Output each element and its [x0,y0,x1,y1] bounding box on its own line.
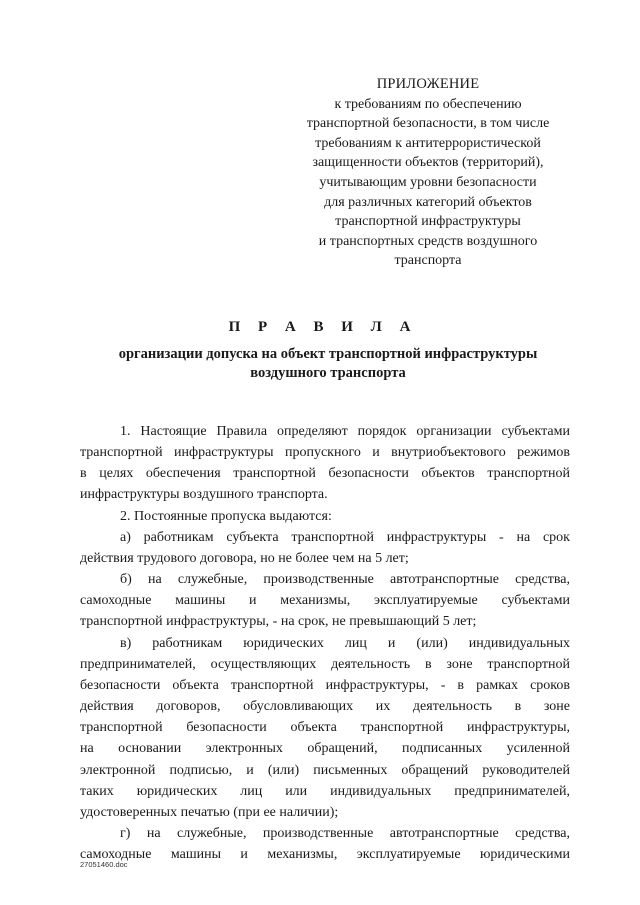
body-line: самоходные машины и механизмы, эксплуатируемые юридическими [80,847,570,863]
body-line: 1. Настоящие Правила определяют порядок организации субъектами [120,424,570,439]
appendix-line: транспорта [394,253,462,269]
footer-file-name: 27051460.doc [80,860,128,869]
body-line: б) на служебные, производственные автотранспортные средства, [120,572,570,588]
body-line: удостоверенных печатью (при ее наличии); [80,804,339,820]
body-line: в) работникам юридических лиц и (или) индивидуальных [120,635,570,651]
body-line: 2. Постоянные пропуска выдаются: [120,508,332,524]
appendix-block [300,75,556,271]
body-line: г) на служебные, производственные автотранспортные средства, [120,825,570,841]
body-line: инфраструктуры воздушного транспорта. [80,487,328,503]
appendix-title: ПРИЛОЖЕНИЕ [376,76,480,92]
body-line: на основании электронных обращений, подписанных усиленной [80,741,570,757]
subtitle-line: воздушного транспорта [250,365,406,381]
body-line: предпринимателей, осуществляющих деятельность в зоне транспортной [80,656,570,672]
document-subtitle [100,345,556,383]
appendix-line: защищенности объектов (территорий), [312,155,544,171]
appendix-line: учитывающим уровни безопасности [319,174,537,190]
document-title: П Р А В И Л А [228,319,418,335]
body-line: транспортной безопасности объекта транспортной инфраструктуры, [80,720,570,736]
appendix-line: транспортной безопасности, в том числе [306,116,550,132]
body-line: транспортной инфраструктуры пропускного и внутриобъектового режимов [80,445,570,461]
body-line: безопасности объекта транспортной инфраструктуры, - в рамках сроков [80,677,570,693]
body-line: транспортной инфраструктуры, - на срок, не превышающий 5 лет; [80,614,477,630]
body-line: действия трудового договора, но не более чем на 5 лет; [80,550,409,566]
appendix-line: и транспортных средств воздушного [318,233,538,249]
appendix-line: к требованиям по обеспечению [334,96,522,112]
appendix-line: для различных категорий объектов [324,194,532,210]
subtitle-line: организации допуска на объект транспортной инфраструктуры [118,346,538,362]
body-line: электронной подписью, и (или) письменных обращений руководителей [80,762,570,778]
appendix-line: транспортной инфраструктуры [335,214,521,230]
appendix-line: требованиям к антитеррористической [315,135,541,151]
body-line: самоходные машины и механизмы, эксплуатируемые субъектами [80,593,570,609]
body-line: в целях обеспечения транспортной безопасности объектов транспортной [80,466,570,482]
body-line: а) работникам субъекта транспортной инфраструктуры - на срок [120,529,570,545]
body-line: таких юридических лиц или индивидуальных предпринимателей, [80,783,570,799]
body-text [80,421,570,865]
body-line: действия договоров, обусловливающих их деятельность в зоне [80,699,570,715]
